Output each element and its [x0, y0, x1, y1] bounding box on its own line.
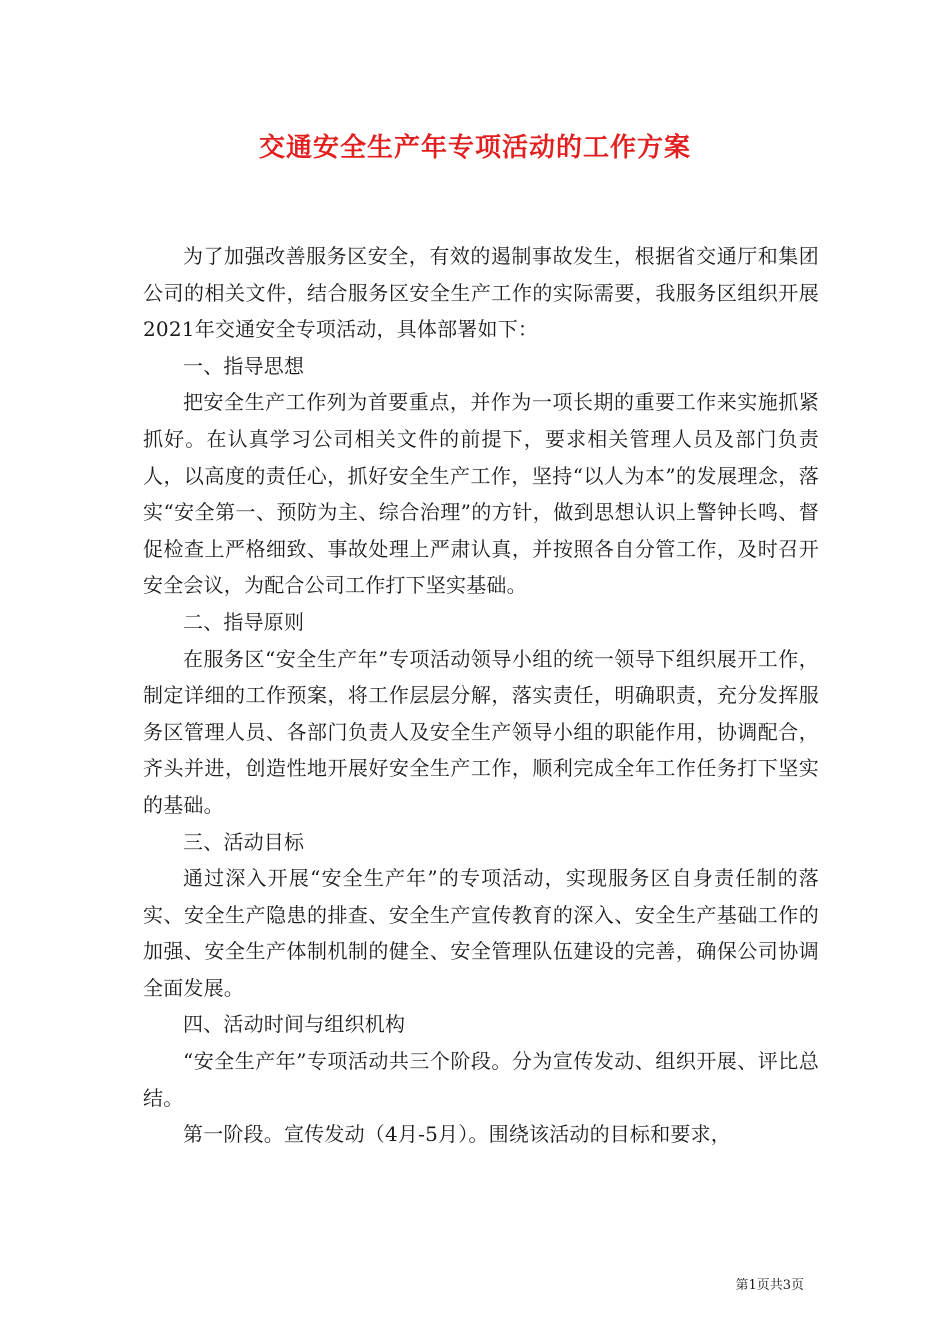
- activity-goal-paragraph: 通过深入开展“安全生产年”的专项活动，实现服务区自身责任制的落实、安全生产隐患的排查、安全生产宣传教育的深入、安全生产基础工作的加强、安全生产体制机制的健全、安全管理队伍建设的完善，确保公司协调全面发展。: [143, 866, 819, 1000]
- section-heading-guiding-thought: 一、指导思想: [183, 353, 305, 378]
- section-heading-activity-goal: 三、活动目标: [183, 829, 305, 854]
- section-heading-guiding-principle: 二、指导原则: [183, 609, 305, 634]
- guiding-thought-paragraph: 把安全生产工作列为首要重点，并作为一项长期的重要工作来实施抓紧抓好。在认真学习公司相关文件的前提下，要求相关管理人员及部门负责人，以高度的责任心，抓好安全生产工作，坚持“以人为本”的发展理念，落实“安全第一、预防为主、综合治理”的方针，做到思想认识上警钟长鸣、督促检查上严格细致、事故处理上严肃认真，并按照各自分管工作，及时召开安全会议，为配合公司工作打下坚实基础。: [143, 390, 819, 598]
- intro-paragraph: 为了加强改善服务区安全，有效的遏制事故发生，根据省交通厅和集团公司的相关文件，结合服务区安全生产工作的实际需要，我服务区组织开展2021年交通安全专项活动，具体部署如下：: [143, 244, 819, 342]
- page-number-indicator: 第1页共3页: [735, 1278, 804, 1293]
- section-heading-time-organization: 四、活动时间与组织机构: [183, 1012, 406, 1037]
- document-body: [143, 238, 819, 1153]
- phases-paragraph: “安全生产年”专项活动共三个阶段。分为宣传发动、组织开展、评比总结。: [143, 1049, 819, 1110]
- guiding-principle-paragraph: 在服务区“安全生产年”专项活动领导小组的统一领导下组织展开工作，制定详细的工作预案，将工作层层分解，落实责任，明确职责，充分发挥服务区管理人员、各部门负责人及安全生产领导小组的职能作用，协调配合，齐头并进，创造性地开展好安全生产工作，顺利完成全年工作任务打下坚实的基础。: [143, 646, 819, 817]
- phase-one-paragraph: 第一阶段。宣传发动（4月-5月）。围绕该活动的目标和要求，: [183, 1122, 732, 1147]
- document-title: 交通安全生产年专项活动的工作方案: [258, 133, 691, 163]
